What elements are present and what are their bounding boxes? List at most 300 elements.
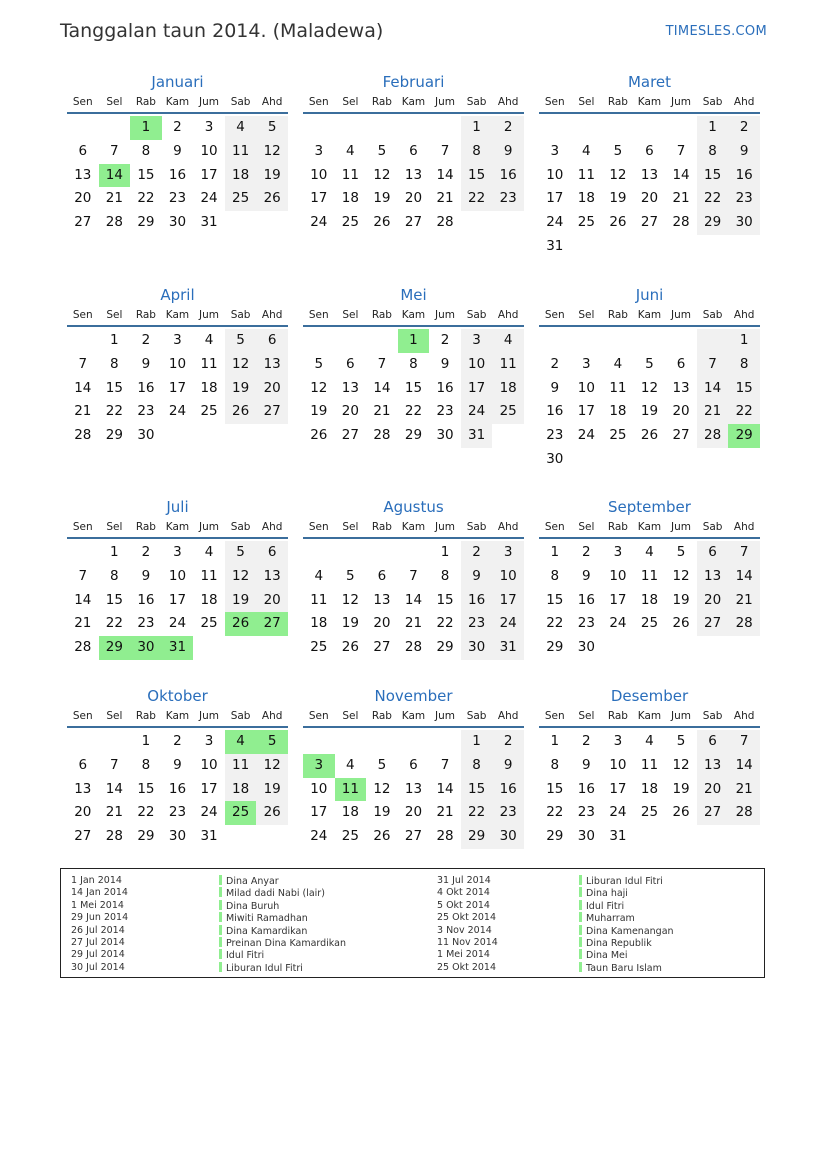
day-cell: 28 xyxy=(373,427,391,444)
day-cell: 13 xyxy=(640,166,659,183)
holiday-name: Muharram xyxy=(586,913,635,925)
day-cell: 28 xyxy=(728,801,760,825)
weekday-label: Sab xyxy=(702,521,723,533)
holiday-date: 1 Mei 2014 xyxy=(71,899,124,911)
day-cell: 23 xyxy=(168,804,187,821)
day-cell: 29 xyxy=(546,639,564,656)
weekday-label: Sen xyxy=(308,309,329,321)
holiday-date: 27 Jul 2014 xyxy=(71,936,125,948)
day-cell: 4 xyxy=(314,567,324,584)
day-cell: 27 xyxy=(404,828,423,845)
day-cell: 28 xyxy=(74,427,92,444)
day-cell: 28 xyxy=(105,214,123,231)
day-cell: 11 xyxy=(341,166,359,183)
day-cell: 13 xyxy=(256,353,288,377)
day-cell: 15 xyxy=(697,164,729,188)
weekday-label: Sel xyxy=(106,309,123,321)
day-cell: 17 xyxy=(577,403,595,420)
day-cell: 14 xyxy=(404,591,423,608)
day-cell: 8 xyxy=(110,567,119,584)
day-cell: 22 xyxy=(461,187,493,211)
holiday-row xyxy=(219,925,346,937)
day-cell: 14 xyxy=(74,379,92,396)
empty-cell xyxy=(366,730,398,754)
weekday-label: Rab xyxy=(371,710,392,722)
weekday-label: Sel xyxy=(342,96,359,108)
day-cell: 4 xyxy=(645,544,654,560)
day-cell: 30 xyxy=(728,211,760,235)
day-cell: 15 xyxy=(137,780,155,797)
day-cell: 30 xyxy=(492,825,524,849)
holiday-date: 1 Jan 2014 xyxy=(71,875,122,886)
month-juni xyxy=(539,284,760,472)
holiday-date: 25 Okt 2014 xyxy=(437,912,497,924)
weekday-label: Sen xyxy=(308,710,329,722)
holiday-name: Idul Fitri xyxy=(586,900,625,912)
day-cell: 30 xyxy=(436,427,454,444)
day-cell: 2 xyxy=(141,332,151,348)
empty-cell xyxy=(398,730,430,754)
day-cell: 7 xyxy=(110,756,119,773)
day-cell: 19 xyxy=(225,589,257,613)
month-agustus xyxy=(303,496,524,660)
day-cell: 12 xyxy=(373,166,391,183)
day-cell: 18 xyxy=(341,804,359,821)
day-cell: 6 xyxy=(697,541,729,565)
day-cell: 27 xyxy=(640,214,659,231)
weekday-label: Sen xyxy=(308,96,329,108)
empty-cell xyxy=(539,116,571,140)
day-cell: 9 xyxy=(582,756,591,773)
empty-cell xyxy=(67,116,99,140)
weekday-label: Ahd xyxy=(497,521,519,533)
day-cell: 24 xyxy=(200,190,218,207)
day-cell: 25 xyxy=(225,801,257,825)
day-cell: 27 xyxy=(697,612,729,636)
day-cell: 25 xyxy=(492,400,524,424)
holiday-row xyxy=(437,949,498,961)
day-cell: 21 xyxy=(728,778,760,802)
day-cell: 15 xyxy=(546,780,564,797)
day-cell: 19 xyxy=(373,190,391,207)
day-cell: 10 xyxy=(609,756,627,773)
day-cell: 13 xyxy=(404,166,423,183)
day-cell: 14 xyxy=(74,591,92,608)
day-cell: 9 xyxy=(582,567,591,584)
weekday-label: Sel xyxy=(342,309,359,321)
day-cell: 6 xyxy=(676,355,686,372)
empty-cell xyxy=(225,825,257,849)
day-cell: 24 xyxy=(461,400,493,424)
day-cell: 18 xyxy=(640,780,659,797)
holiday-marker xyxy=(579,875,582,885)
month-januari xyxy=(67,71,288,235)
holiday-dates-right xyxy=(437,875,498,974)
empty-cell xyxy=(193,636,225,660)
day-cell: 14 xyxy=(697,377,729,401)
day-cell: 19 xyxy=(256,778,288,802)
weekday-label: Ahd xyxy=(497,96,519,108)
weekday-label: Kam xyxy=(165,521,190,533)
day-cell: 21 xyxy=(105,804,123,821)
empty-cell xyxy=(335,730,367,754)
day-cell: 15 xyxy=(436,591,454,608)
empty-cell xyxy=(67,541,99,565)
day-cell: 10 xyxy=(461,353,493,377)
weekday-label: Jum xyxy=(435,96,456,108)
day-cell: 4 xyxy=(204,544,214,560)
day-cell: 26 xyxy=(225,400,257,424)
empty-cell xyxy=(256,825,288,849)
empty-cell xyxy=(634,636,666,660)
day-cell: 8 xyxy=(440,567,450,584)
day-cell: 20 xyxy=(672,403,690,420)
holiday-row xyxy=(71,949,128,961)
day-cell: 24 xyxy=(577,427,595,444)
empty-cell xyxy=(665,825,697,849)
day-cell: 17 xyxy=(168,379,187,396)
day-cell: 11 xyxy=(640,756,659,773)
holiday-date: 25 Okt 2014 xyxy=(437,961,497,973)
day-cell: 16 xyxy=(168,780,187,797)
weekday-label: Rab xyxy=(607,521,628,533)
empty-cell xyxy=(571,448,603,472)
empty-cell xyxy=(665,448,697,472)
holiday-list xyxy=(60,868,765,978)
weekday-label: Sel xyxy=(578,710,595,722)
day-cell: 5 xyxy=(377,756,387,773)
day-cell: 28 xyxy=(672,214,690,231)
empty-cell xyxy=(335,329,367,353)
day-cell: 18 xyxy=(492,377,524,401)
day-cell: 3 xyxy=(204,119,214,135)
day-cell: 21 xyxy=(728,589,760,613)
holiday-name: Liburan Idul Fitri xyxy=(226,962,303,974)
weekday-label: Jum xyxy=(671,309,692,321)
day-cell: 26 xyxy=(373,828,391,845)
day-cell: 11 xyxy=(225,754,257,778)
weekday-label: Rab xyxy=(607,710,628,722)
day-cell: 14 xyxy=(99,164,131,188)
day-cell: 22 xyxy=(546,804,564,821)
day-cell: 31 xyxy=(162,636,194,660)
day-cell: 6 xyxy=(409,142,418,159)
day-cell: 20 xyxy=(256,377,288,401)
day-cell: 17 xyxy=(461,377,493,401)
day-cell: 8 xyxy=(141,756,151,773)
holiday-marker xyxy=(219,949,222,959)
day-cell: 16 xyxy=(137,591,155,608)
day-cell: 1 xyxy=(461,730,493,754)
day-grid xyxy=(539,541,760,660)
day-cell: 31 xyxy=(200,214,218,231)
holiday-row xyxy=(219,937,346,949)
day-cell: 21 xyxy=(404,615,423,632)
day-cell: 13 xyxy=(256,565,288,589)
day-cell: 11 xyxy=(335,778,367,802)
day-cell: 9 xyxy=(141,567,151,584)
day-cell: 25 xyxy=(577,214,595,231)
holiday-name: Dina haji xyxy=(586,888,628,900)
day-cell: 20 xyxy=(74,190,92,207)
day-cell: 30 xyxy=(577,639,595,656)
day-cell: 1 xyxy=(141,733,151,749)
day-cell: 16 xyxy=(168,166,187,183)
holiday-row xyxy=(219,949,346,961)
day-cell: 6 xyxy=(346,355,355,372)
holiday-row xyxy=(71,887,128,899)
day-cell: 8 xyxy=(697,140,729,164)
day-cell: 1 xyxy=(110,332,119,348)
weekday-label: Rab xyxy=(135,309,156,321)
day-cell: 7 xyxy=(728,730,760,754)
holiday-marker xyxy=(579,962,582,972)
day-cell: 12 xyxy=(609,166,627,183)
empty-cell xyxy=(398,541,430,565)
day-cell: 2 xyxy=(461,541,493,565)
day-cell: 27 xyxy=(74,828,92,845)
weekday-label: Rab xyxy=(607,309,628,321)
day-grid xyxy=(539,116,760,259)
weekday-label: Rab xyxy=(607,96,628,108)
day-cell: 18 xyxy=(640,591,659,608)
weekday-label: Sen xyxy=(72,96,93,108)
day-cell: 7 xyxy=(440,756,450,773)
day-cell: 20 xyxy=(697,589,729,613)
day-cell: 30 xyxy=(130,636,162,660)
weekday-label: Ahd xyxy=(261,521,283,533)
day-cell: 13 xyxy=(672,379,690,396)
weekday-header xyxy=(67,306,288,327)
day-cell: 9 xyxy=(461,565,493,589)
day-cell: 19 xyxy=(310,403,328,420)
empty-cell xyxy=(697,235,729,259)
day-cell: 19 xyxy=(225,377,257,401)
day-cell: 20 xyxy=(697,778,729,802)
empty-cell xyxy=(366,329,398,353)
day-cell: 8 xyxy=(461,140,493,164)
day-cell: 6 xyxy=(256,329,288,353)
day-cell: 24 xyxy=(609,804,627,821)
holiday-row xyxy=(437,937,498,949)
month-juli xyxy=(67,496,288,660)
day-cell: 6 xyxy=(377,567,387,584)
day-cell: 24 xyxy=(200,804,218,821)
day-cell: 19 xyxy=(640,403,659,420)
empty-cell xyxy=(665,235,697,259)
day-cell: 9 xyxy=(728,140,760,164)
month-name: Mei xyxy=(400,286,427,304)
day-cell: 7 xyxy=(409,567,418,584)
holiday-name: Dina Anyar xyxy=(226,876,279,887)
day-cell: 8 xyxy=(409,355,418,372)
holiday-date: 1 Mei 2014 xyxy=(437,949,490,961)
month-name: Maret xyxy=(627,73,672,91)
day-grid xyxy=(303,116,524,235)
day-cell: 20 xyxy=(341,403,359,420)
weekday-label: Kam xyxy=(401,96,426,108)
day-cell: 12 xyxy=(672,756,690,773)
day-cell: 26 xyxy=(225,612,257,636)
day-cell: 24 xyxy=(546,214,564,231)
day-cell: 29 xyxy=(436,639,454,656)
day-cell: 17 xyxy=(310,804,328,821)
weekday-header xyxy=(539,306,760,327)
day-cell: 15 xyxy=(728,377,760,401)
day-cell: 19 xyxy=(672,780,690,797)
day-cell: 10 xyxy=(577,379,595,396)
day-cell: 11 xyxy=(492,353,524,377)
day-cell: 10 xyxy=(310,166,328,183)
holiday-row xyxy=(579,912,674,924)
weekday-label: Rab xyxy=(371,96,392,108)
day-grid xyxy=(67,730,288,849)
weekday-label: Sen xyxy=(72,309,93,321)
empty-cell xyxy=(602,448,634,472)
day-cell: 13 xyxy=(74,166,92,183)
weekday-label: Sel xyxy=(106,710,123,722)
holiday-row xyxy=(437,912,498,924)
day-cell: 17 xyxy=(200,166,218,183)
holiday-date: 14 Jan 2014 xyxy=(71,887,128,899)
day-cell: 15 xyxy=(461,164,493,188)
holiday-date: 11 Nov 2014 xyxy=(437,936,498,948)
holiday-row xyxy=(71,937,128,949)
day-cell: 23 xyxy=(577,804,595,821)
day-cell: 13 xyxy=(373,591,391,608)
day-cell: 11 xyxy=(310,591,328,608)
day-cell: 1 xyxy=(550,544,560,560)
day-cell: 28 xyxy=(697,424,729,448)
weekday-header xyxy=(539,518,760,539)
day-cell: 27 xyxy=(256,612,288,636)
day-cell: 24 xyxy=(168,403,187,420)
empty-cell xyxy=(162,424,194,448)
day-cell: 17 xyxy=(609,591,627,608)
day-cell: 6 xyxy=(78,142,88,159)
day-cell: 22 xyxy=(546,615,564,632)
day-cell: 16 xyxy=(461,589,493,613)
empty-cell xyxy=(303,329,335,353)
day-cell: 5 xyxy=(377,142,387,159)
day-cell: 5 xyxy=(225,541,257,565)
weekday-label: Ahd xyxy=(261,96,283,108)
holiday-marker xyxy=(579,925,582,935)
weekday-label: Jum xyxy=(435,309,456,321)
day-cell: 28 xyxy=(436,214,454,231)
empty-cell xyxy=(634,235,666,259)
day-cell: 30 xyxy=(137,427,155,444)
day-cell: 22 xyxy=(697,187,729,211)
empty-cell xyxy=(366,541,398,565)
day-cell: 1 xyxy=(461,116,493,140)
empty-cell xyxy=(398,116,430,140)
month-name: Oktober xyxy=(147,687,208,705)
day-cell: 10 xyxy=(200,142,218,159)
day-cell: 8 xyxy=(141,142,151,159)
day-cell: 25 xyxy=(200,615,218,632)
weekday-label: Jum xyxy=(671,710,692,722)
day-cell: 15 xyxy=(546,591,564,608)
day-cell: 28 xyxy=(436,828,454,845)
day-cell: 11 xyxy=(640,567,659,584)
day-cell: 29 xyxy=(404,427,423,444)
day-cell: 16 xyxy=(436,379,454,396)
day-cell: 4 xyxy=(346,756,355,773)
day-cell: 1 xyxy=(440,544,450,560)
day-cell: 14 xyxy=(105,780,123,797)
weekday-label: Sab xyxy=(466,96,487,108)
month-november xyxy=(303,685,524,849)
weekday-label: Rab xyxy=(135,96,156,108)
day-cell: 17 xyxy=(310,190,328,207)
holiday-name: Preinan Dina Kamardikan xyxy=(226,937,346,949)
holiday-name: Dina Buruh xyxy=(226,900,280,912)
empty-cell xyxy=(634,825,666,849)
month-name: Agustus xyxy=(383,498,444,516)
day-cell: 7 xyxy=(440,142,450,159)
day-cell: 30 xyxy=(577,828,595,845)
day-cell: 16 xyxy=(728,164,760,188)
weekday-label: Jum xyxy=(671,521,692,533)
day-cell: 28 xyxy=(74,639,92,656)
weekday-label: Sen xyxy=(544,309,565,321)
empty-cell xyxy=(225,636,257,660)
empty-cell xyxy=(193,424,225,448)
day-cell: 2 xyxy=(440,332,450,348)
day-cell: 24 xyxy=(168,615,187,632)
day-cell: 14 xyxy=(436,780,454,797)
empty-cell xyxy=(303,541,335,565)
day-cell: 15 xyxy=(105,591,123,608)
holiday-row xyxy=(437,962,498,974)
holiday-name: Idul Fitri xyxy=(226,950,265,962)
day-cell: 26 xyxy=(609,214,627,231)
holiday-date: 3 Nov 2014 xyxy=(437,924,492,936)
empty-cell xyxy=(634,448,666,472)
day-cell: 3 xyxy=(492,541,524,565)
day-cell: 22 xyxy=(137,190,155,207)
weekday-label: Ahd xyxy=(497,710,519,722)
weekday-label: Sab xyxy=(702,710,723,722)
day-cell: 11 xyxy=(609,379,627,396)
weekday-label: Kam xyxy=(401,710,426,722)
weekday-label: Sel xyxy=(578,96,595,108)
day-cell: 20 xyxy=(404,804,423,821)
empty-cell xyxy=(256,636,288,660)
day-cell: 23 xyxy=(461,612,493,636)
day-cell: 7 xyxy=(110,142,119,159)
weekday-label: Ahd xyxy=(733,96,755,108)
day-cell: 15 xyxy=(461,778,493,802)
holiday-marker xyxy=(579,887,582,897)
day-cell: 23 xyxy=(492,801,524,825)
day-cell: 19 xyxy=(256,164,288,188)
brand-link[interactable]: TIMESLES.COM xyxy=(665,24,767,39)
day-cell: 29 xyxy=(137,828,155,845)
day-cell: 13 xyxy=(341,379,359,396)
weekday-label: Sab xyxy=(702,309,723,321)
month-maret xyxy=(539,71,760,259)
day-cell: 27 xyxy=(672,427,690,444)
day-cell: 5 xyxy=(613,142,623,159)
holiday-row xyxy=(71,962,128,974)
holiday-name: Dina Republik xyxy=(586,937,652,949)
day-cell: 2 xyxy=(173,119,182,135)
day-cell: 26 xyxy=(310,427,328,444)
day-cell: 7 xyxy=(78,355,88,372)
day-cell: 20 xyxy=(74,804,92,821)
